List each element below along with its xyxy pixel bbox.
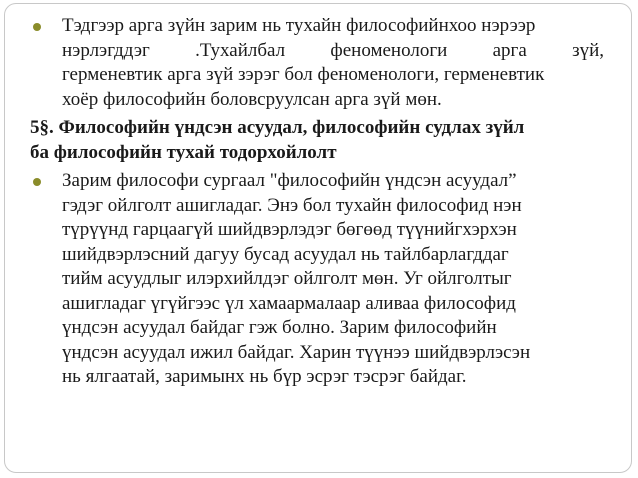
bullet-dot-icon [33, 178, 41, 186]
bullet-1-line-1: Тэдгээр арга зүйн зарим нь тухайн философийнхоо нэрээр [62, 15, 536, 36]
bullet-2-line-6: ашигладаг үгүйгээс үл хамаармалаар аливаа философид [62, 292, 516, 314]
bullet-dot-icon [33, 23, 41, 31]
slide-content [30, 14, 604, 390]
bullet-item-1 [30, 14, 604, 112]
bullet-1-line-4: хоёр философийн боловсруулсан арга зүй мөн. [62, 88, 442, 110]
bullet-2-line-7: үндсэн асуудал байдаг гэж болно. Зарим философийн [62, 317, 497, 338]
bullet-2-line-4: шийдвэрлэсний дагуу бусад асуудал нь тайлбарлагддаг [62, 243, 509, 265]
bullet-1-line-3: герменевтик арга зүй зэрэг бол феноменологи, герменевтик [62, 64, 545, 85]
bullet-2-line-5: тийм асуудлыг илэрхийлдэг ойлголт мөн. Уг ойлголтыг [62, 268, 512, 289]
bullet-2-line-9: нь ялгаатай, заримынх нь бүр эсрэг тэсрэг байдаг. [62, 366, 467, 387]
heading-line-2: ба философийн тухай тодорхойлолт [30, 141, 337, 163]
bullet-2-line-3: түрүүнд гарцаагүй шийдвэрлэдэг бөгөөд түүнийгхэрхэн [62, 219, 517, 240]
bullet-item-2 [30, 169, 604, 390]
bullet-2-line-1: Зарим философи сургаал "философийн үндсэн асуудал” [62, 170, 517, 191]
bullet-2-line-2: гэдэг ойлголт ашигладаг. Энэ бол тухайн философид нэн [62, 194, 522, 216]
bullet-1-line-2: нэрлэгддэг .Тухайлбал феноменологи арга зүй, [62, 39, 604, 61]
heading-line-1: 5§. Философийн үндсэн асуудал, философийн судлах зүйл [30, 117, 525, 138]
section-heading [30, 116, 604, 165]
bullet-2-line-8: үндсэн асуудал ижил байдаг. Харин түүнээ шийдвэрлэсэн [62, 341, 531, 363]
